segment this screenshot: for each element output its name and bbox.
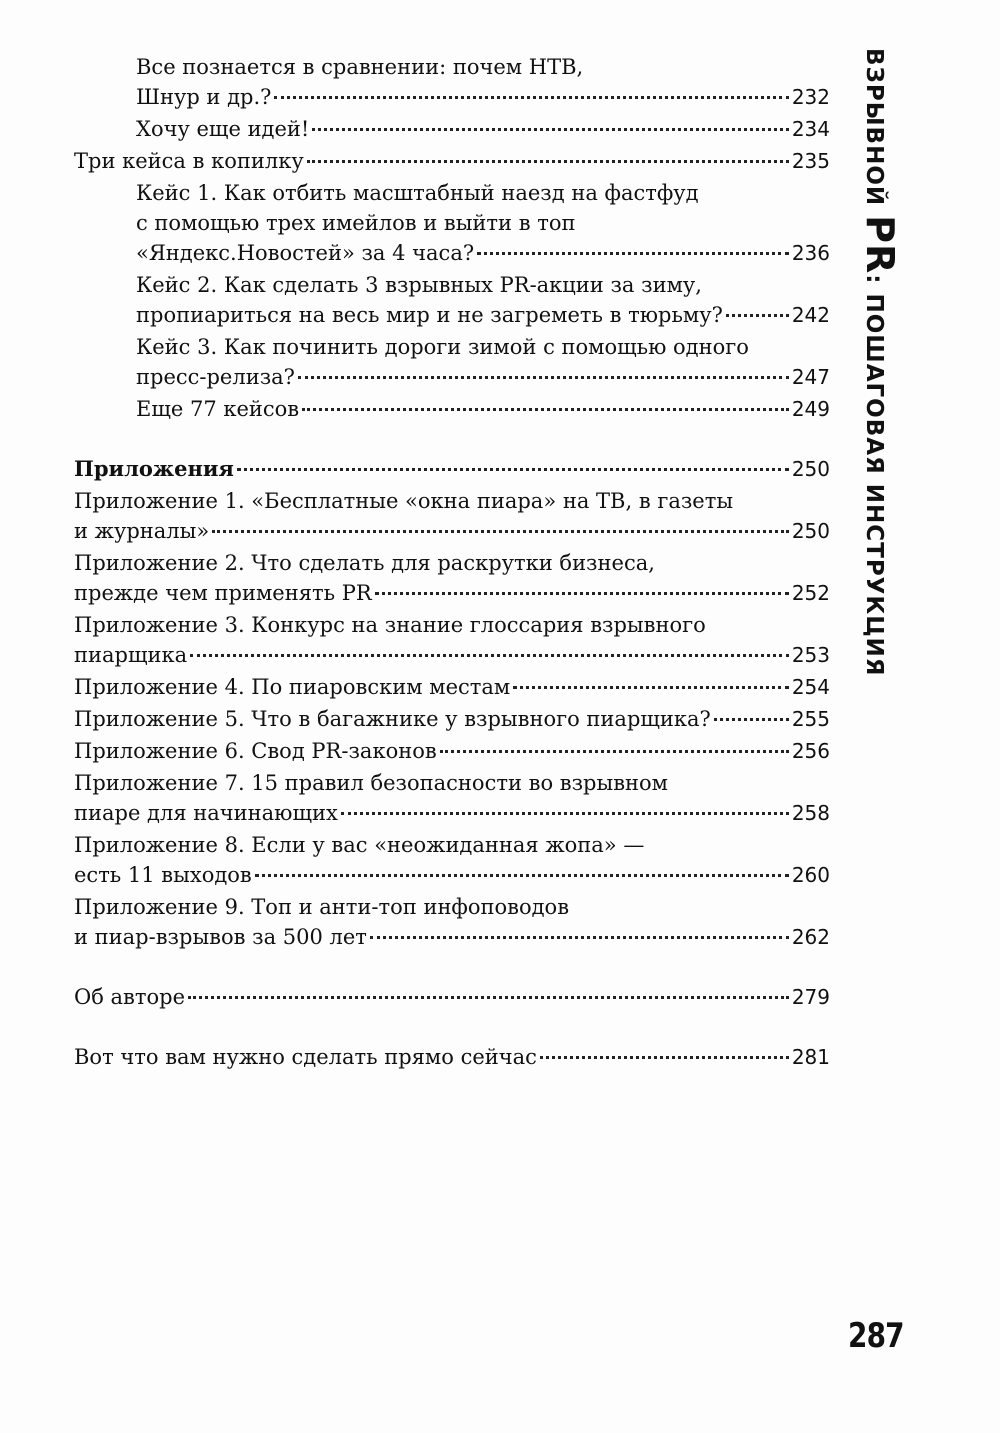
toc-entry bbox=[74, 52, 830, 112]
toc-entry-line: прежде чем применять PR bbox=[74, 581, 372, 605]
toc-entry bbox=[74, 704, 830, 734]
toc-entry bbox=[74, 332, 830, 392]
toc-entry-line: пиаре для начинающих bbox=[74, 801, 338, 825]
toc-entry-line: Шнур и др.? bbox=[136, 85, 272, 109]
toc-entry-line: Приложение 5. Что в багажнике у взрывного пиарщика? bbox=[74, 707, 711, 731]
toc-entry-line: Хочу еще идей! bbox=[136, 117, 310, 141]
toc-entry-line: Приложения bbox=[74, 456, 234, 481]
toc-entry-line: Три кейса в копилку bbox=[74, 149, 304, 173]
running-header-part: : ПОШАГОВАЯ ИНСТРУКЦИЯ bbox=[861, 274, 887, 677]
toc-entry-line: Кейс 1. Как отбить масштабный наезд на фастфуд bbox=[136, 181, 699, 205]
toc-entry-line: Об авторе bbox=[74, 985, 186, 1009]
toc-entry-line: и журналы» bbox=[74, 519, 210, 543]
toc-page-number: 255 bbox=[791, 707, 830, 731]
dot-leader bbox=[302, 408, 789, 411]
toc-entry-line: Еще 77 кейсов bbox=[136, 397, 300, 421]
dot-leader bbox=[513, 686, 789, 689]
toc-entry bbox=[74, 736, 830, 766]
toc-page-number: 236 bbox=[791, 241, 830, 265]
toc-entry-line: Приложение 1. «Бесплатные «окна пиара» на ТВ, в газеты bbox=[74, 489, 734, 513]
toc-page-number: 250 bbox=[791, 457, 830, 481]
toc-entry bbox=[74, 270, 830, 330]
toc-entry-line: Приложение 9. Топ и анти-топ инфоповодов bbox=[74, 895, 570, 919]
toc-page-number: 232 bbox=[791, 85, 830, 109]
dot-leader bbox=[255, 874, 789, 877]
toc-entry bbox=[74, 610, 830, 670]
toc-page-number: 250 bbox=[791, 519, 830, 543]
toc-page-number: 281 bbox=[791, 1045, 830, 1069]
toc-page-number: 234 bbox=[791, 117, 830, 141]
toc-page-number: 235 bbox=[791, 149, 830, 173]
dot-leader bbox=[274, 96, 788, 99]
dot-leader bbox=[726, 314, 789, 317]
toc-entry-line: с помощью трех имейлов и выйти в топ bbox=[136, 211, 576, 235]
toc-entry bbox=[74, 1042, 830, 1072]
toc-page-number: 279 bbox=[791, 985, 830, 1009]
toc-entry bbox=[74, 672, 830, 702]
toc-page-number: 252 bbox=[791, 581, 830, 605]
dot-leader bbox=[307, 160, 789, 163]
toc-page-number: 254 bbox=[791, 675, 830, 699]
dot-leader bbox=[375, 592, 789, 595]
page-number: 287 bbox=[848, 1316, 904, 1356]
dot-leader bbox=[188, 996, 789, 999]
toc-entry-line: Приложение 8. Если у вас «неожиданная жопа» — bbox=[74, 833, 645, 857]
toc-entry-line: Кейс 2. Как сделать 3 взрывных PR-акции за зиму, bbox=[136, 273, 702, 297]
toc-entry-line: «Яндекс.Новостей» за 4 часа? bbox=[136, 241, 475, 265]
toc-entry-line: пиарщика bbox=[74, 643, 188, 667]
toc-entry-line: Приложение 4. По пиаровским местам bbox=[74, 675, 511, 699]
toc-entry bbox=[74, 486, 830, 546]
dot-leader bbox=[212, 530, 789, 533]
toc-entry bbox=[74, 146, 830, 176]
toc-entry-line: и пиар-взрывов за 500 лет bbox=[74, 925, 367, 949]
toc-entry bbox=[74, 394, 830, 424]
toc-page-number: 262 bbox=[791, 925, 830, 949]
toc-entry-line: Все познается в сравнении: почем НТВ, bbox=[136, 55, 584, 79]
dot-leader bbox=[540, 1056, 789, 1059]
dot-leader bbox=[440, 750, 789, 753]
toc-page-number: 256 bbox=[791, 739, 830, 763]
toc-page-number: 249 bbox=[791, 397, 830, 421]
running-header-vertical bbox=[860, 48, 900, 698]
dot-leader bbox=[190, 654, 789, 657]
dot-leader bbox=[298, 376, 789, 379]
toc-page-number: 247 bbox=[791, 365, 830, 389]
running-header-part: ВЗРЫВНОЙ bbox=[861, 48, 887, 216]
toc-entry bbox=[74, 548, 830, 608]
toc-entry-line: есть 11 выходов bbox=[74, 863, 252, 887]
toc-section-heading bbox=[74, 454, 830, 484]
dot-leader bbox=[370, 936, 789, 939]
dot-leader bbox=[312, 128, 788, 131]
toc-entry-line: пресс-релиза? bbox=[136, 365, 295, 389]
dot-leader bbox=[714, 718, 789, 721]
toc-entry bbox=[74, 982, 830, 1012]
toc-page-number: 253 bbox=[791, 643, 830, 667]
dot-leader bbox=[341, 812, 789, 815]
toc-page-number: 260 bbox=[791, 863, 830, 887]
toc-entry bbox=[74, 830, 830, 890]
toc-page-number: 258 bbox=[791, 801, 830, 825]
toc-entry bbox=[74, 178, 830, 268]
toc-entry-line: Кейс 3. Как починить дороги зимой с помощью одного bbox=[136, 335, 749, 359]
toc-entry bbox=[74, 768, 830, 828]
toc-entry-line: Приложение 3. Конкурс на знание глоссария взрывного bbox=[74, 613, 706, 637]
toc-entry bbox=[74, 892, 830, 952]
running-header-pr: PR bbox=[858, 215, 902, 275]
toc-entry-line: Приложение 2. Что сделать для раскрутки бизнеса, bbox=[74, 551, 655, 575]
dot-leader bbox=[477, 252, 789, 255]
toc-entry-line: Приложение 7. 15 правил безопасности во взрывном bbox=[74, 771, 668, 795]
dot-leader bbox=[237, 468, 789, 471]
toc-entry-line: пропиариться на весь мир и не загреметь в тюрьму? bbox=[136, 303, 723, 327]
toc-entry-line: Вот что вам нужно сделать прямо сейчас bbox=[74, 1045, 537, 1069]
toc-entry bbox=[74, 114, 830, 144]
toc-page-number: 242 bbox=[791, 303, 830, 327]
toc-entry-line: Приложение 6. Свод PR-законов bbox=[74, 739, 437, 763]
table-of-contents bbox=[74, 52, 830, 1072]
